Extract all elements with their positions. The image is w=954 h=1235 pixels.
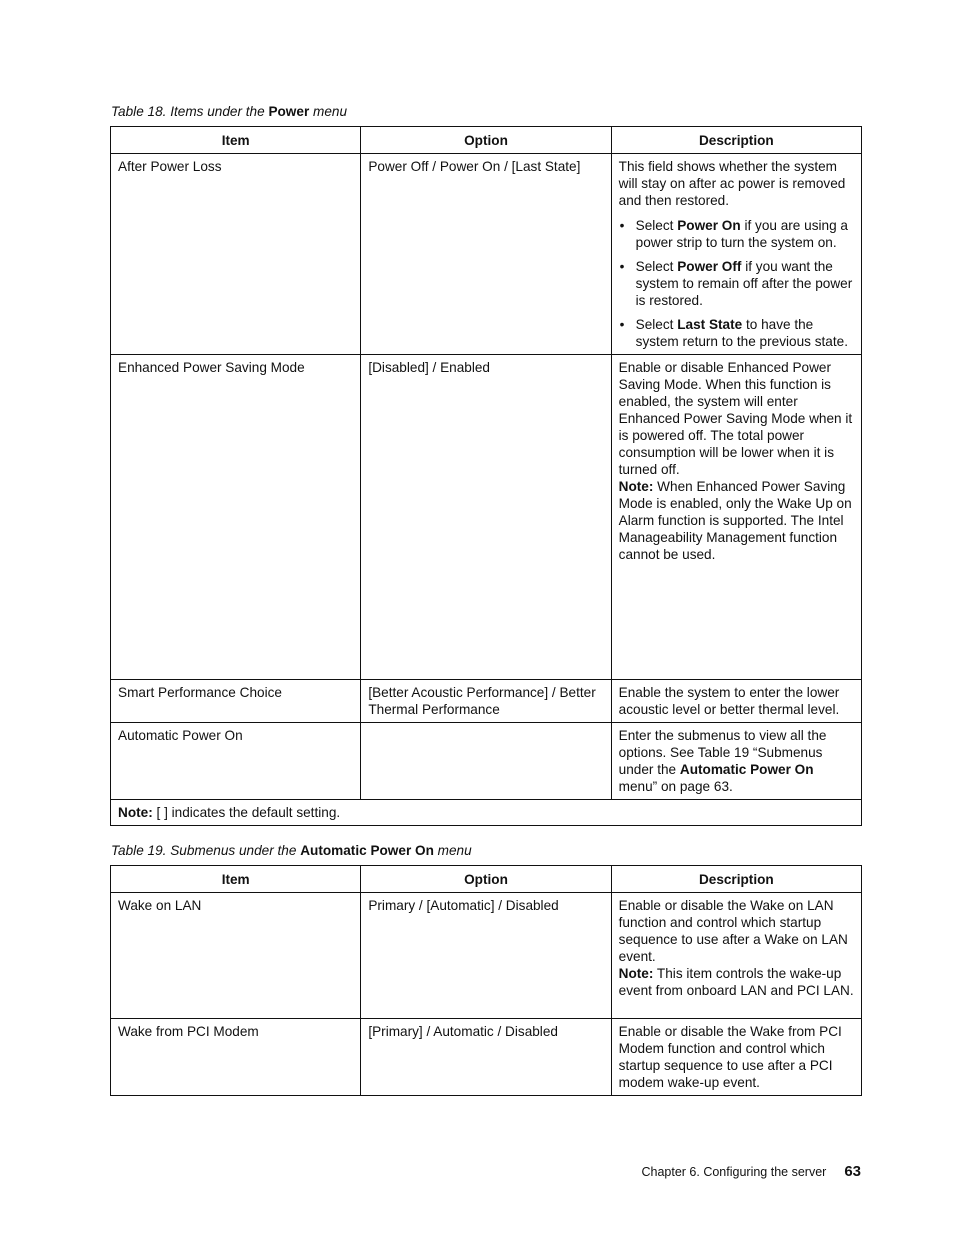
note-text: [ ] indicates the default setting. (152, 805, 341, 820)
table-note-cell (111, 800, 862, 826)
description-text: Enable or disable Enhanced Power Saving Mode. When this function is enabled, the system will enter Enhanced Power Saving Mode when it is powered off. The total power consumption will be lower when it is turned off. (618, 360, 853, 477)
table-18-caption (111, 104, 347, 120)
table-header-row (111, 127, 862, 154)
option-cell: [Primary] / Automatic / Disabled (361, 1019, 611, 1096)
table-row (111, 893, 862, 1019)
description-cell (611, 723, 861, 800)
option-cell: Primary / [Automatic] / Disabled (361, 893, 611, 1019)
power-menu-table (110, 126, 862, 826)
list-item (619, 217, 854, 251)
caption-bold: Power (268, 104, 310, 119)
bullet-text: Select (635, 259, 678, 274)
description-text: Enable or disable the Wake on LAN function and control which startup sequence to use after a Wake on LAN event. (618, 898, 848, 964)
note-text: When Enhanced Power Saving Mode is enabled, only the Wake Up on Alarm function is supported. The Intel Manageability Management function cannot be used. (618, 479, 852, 562)
table-note-row (111, 800, 862, 826)
header-description: Description (611, 866, 861, 893)
option-cell: Power Off / Power On / [Last State] (361, 154, 611, 355)
description-cell: Enable the system to enter the lower acoustic level or better thermal level. (611, 680, 861, 723)
bullet-bold: Power Off (677, 259, 742, 274)
page-footer (641, 1163, 861, 1180)
caption-bold: Automatic Power On (300, 843, 434, 858)
table-row (111, 154, 862, 355)
automatic-power-on-table (110, 865, 862, 1096)
description-cell: Enable or disable the Wake from PCI Modem function and control which startup sequence to use after a PCI modem wake-up event. (611, 1019, 861, 1096)
table-header-row (111, 866, 862, 893)
note-text: This item controls the wake-up event from onboard LAN and PCI LAN. (618, 966, 854, 998)
bullet-text: to have the system return to the previous state. (635, 317, 848, 349)
note-label: Note: (618, 966, 654, 981)
caption-text: menu (433, 843, 472, 858)
table-row (111, 723, 862, 800)
description-text: This field shows whether the system will stay on after ac power is removed and then restored. (618, 159, 846, 208)
list-item (619, 258, 854, 309)
description-cell (611, 355, 861, 680)
item-cell: Wake from PCI Modem (111, 1019, 361, 1096)
caption-text: Table 19. Submenus under the (111, 843, 301, 858)
item-cell: Smart Performance Choice (111, 680, 361, 723)
note-paragraph (619, 965, 854, 999)
option-cell: [Disabled] / Enabled (361, 355, 611, 680)
header-description: Description (611, 127, 861, 154)
note-paragraph (619, 478, 854, 563)
header-option: Option (361, 127, 611, 154)
note-label: Note: (618, 479, 654, 494)
chapter-title: Chapter 6. Configuring the server (641, 1165, 827, 1179)
bullet-bold: Power On (677, 218, 741, 233)
description-bold: Automatic Power On (679, 762, 814, 777)
bullet-text: Select (635, 218, 678, 233)
header-option: Option (361, 866, 611, 893)
description-cell (611, 154, 861, 355)
note-label: Note: (118, 805, 153, 820)
header-item: Item (111, 866, 361, 893)
bullet-bold: Last State (677, 317, 743, 332)
table-row (111, 680, 862, 723)
caption-text: menu (309, 104, 348, 119)
item-cell: Automatic Power On (111, 723, 361, 800)
item-cell: Enhanced Power Saving Mode (111, 355, 361, 680)
table-19-caption (111, 843, 472, 859)
bullet-text: if you want the system to remain off after the power is restored. (635, 259, 853, 308)
description-cell (611, 893, 861, 1019)
header-item: Item (111, 127, 361, 154)
bullet-text: if you are using a power strip to turn the system on. (635, 218, 848, 250)
item-cell: Wake on LAN (111, 893, 361, 1019)
list-item (619, 316, 854, 350)
table-row (111, 355, 862, 680)
bullet-list (619, 217, 854, 350)
description-text: Enter the submenus to view all the options. See Table 19 “Submenus under the (618, 728, 827, 777)
option-cell (361, 723, 611, 800)
item-cell: After Power Loss (111, 154, 361, 355)
bullet-text: Select (635, 317, 678, 332)
description-text: menu” on page 63. (618, 779, 733, 794)
caption-text: Table 18. Items under the (111, 104, 269, 119)
page-number: 63 (844, 1163, 861, 1180)
option-cell: [Better Acoustic Performance] / Better Thermal Performance (361, 680, 611, 723)
table-row (111, 1019, 862, 1096)
